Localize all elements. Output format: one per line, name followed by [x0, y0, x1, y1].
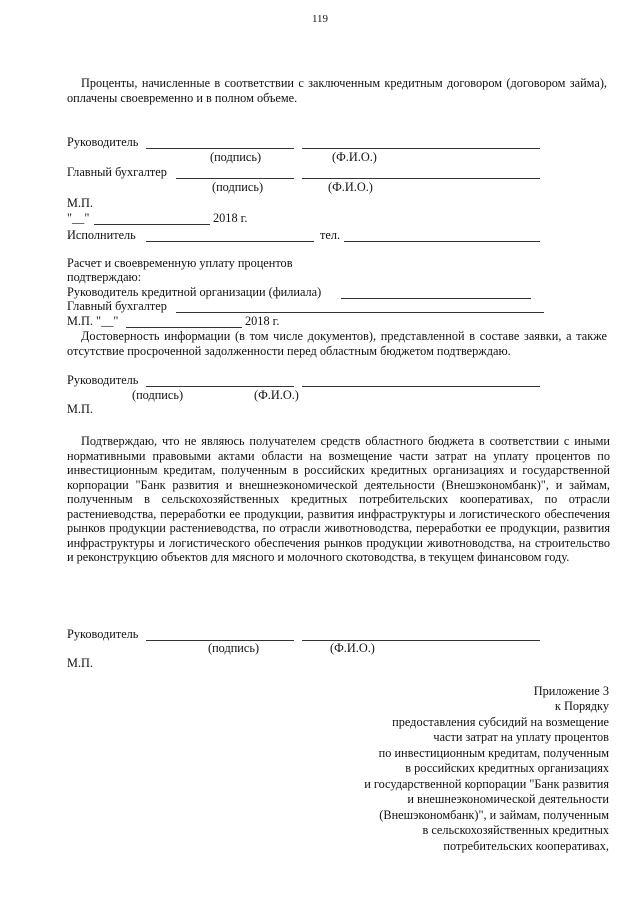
date-year: 2018 г.: [213, 211, 248, 225]
seal-label-1: М.П.: [67, 196, 93, 210]
appendix-line: предоставления субсидий на возмещение: [392, 715, 609, 729]
chief-accountant-line-2: [176, 312, 544, 313]
phone-label: тел.: [320, 228, 341, 242]
date-line: [94, 224, 210, 225]
bank-head-line: [341, 298, 531, 299]
phone-line: [344, 241, 540, 242]
head-fio-line-2: [302, 386, 540, 387]
appendix-line: к Порядку: [554, 699, 609, 713]
appendix-line: и государственной корпорации "Банк развития: [364, 777, 609, 791]
calc-confirm-line-1: Расчет и своевременную уплату процентов: [67, 256, 293, 270]
head-signature-line-2: [146, 386, 294, 387]
appendix-line: в российских кредитных организациях: [405, 761, 609, 775]
fio-caption-4: (Ф.И.О.): [330, 641, 375, 655]
fio-caption-3: (Ф.И.О.): [254, 388, 299, 402]
signature-caption-1: (подпись): [210, 150, 262, 164]
signature-caption-3: (подпись): [132, 388, 184, 402]
date-prefix: "__": [67, 211, 90, 225]
seal-date-year: 2018 г.: [245, 314, 280, 328]
fio-caption-2: (Ф.И.О.): [328, 180, 373, 194]
seal-label-2: М.П.: [67, 402, 93, 416]
chief-signature-line-1: [176, 178, 294, 179]
page-number: 119: [311, 13, 329, 25]
chief-accountant-label-1: Главный бухгалтер: [67, 165, 167, 179]
appendix-line: в сельскохозяйственных кредитных: [422, 823, 609, 837]
head-signature-line-1: [146, 148, 294, 149]
intro-paragraph: Проценты, начисленные в соответствии с заключенным кредитным договором (договором займа), оплачены своевременно и в полном объеме.: [67, 76, 607, 105]
seal-date-label: М.П. "__": [67, 314, 119, 328]
bank-head-label: Руководитель кредитной организации (филиала): [67, 285, 322, 299]
appendix-line: (Внешэкономбанк)", и займам, полученным: [379, 808, 609, 822]
head-label-2: Руководитель: [67, 373, 139, 387]
signature-caption-2: (подпись): [212, 180, 264, 194]
signature-caption-4: (подпись): [208, 641, 260, 655]
executor-label: Исполнитель: [67, 228, 136, 242]
seal-date-line: [126, 327, 242, 328]
chief-fio-line-1: [302, 178, 540, 179]
appendix-line: по инвестиционным кредитам, полученным: [378, 746, 609, 760]
appendix-line: потребительских кооперативах,: [443, 839, 609, 853]
appendix-line: Приложение 3: [533, 684, 609, 698]
head-label-1: Руководитель: [67, 135, 139, 149]
confirm-paragraph: Подтверждаю, что не являюсь получателем средств областного бюджета в соответствии с иными нормативными правовыми актами области на возмещение части затрат на уплату процентов по инвестиционным кредитам, полученным в российских кредитных организациях и государственной корпорации "Банк развития и внешнеэкономической деятельности (Внешэкономбанк)", и займам, полученным в сельскохозяйственных кредитных потребительских кооперативах, по отрасли растениеводства, переработки ее продукции, развития инфраструктуры и логистического обеспечения рынков продукции растениеводства, по отрасли животноводства, переработки ее продукции, развития инфраструктуры и логистического обеспечения рынков продукции животноводства, на строительство и реконструкцию объектов для мясного и молочного скотоводства, в текущем финансовом году.: [67, 434, 610, 564]
head-fio-line-1: [302, 148, 540, 149]
calc-confirm-line-2: подтверждаю:: [67, 270, 142, 284]
head-label-3: Руководитель: [67, 627, 139, 641]
fio-caption-1: (Ф.И.О.): [332, 150, 377, 164]
chief-accountant-label-2: Главный бухгалтер: [67, 299, 167, 313]
seal-label-3: М.П.: [67, 656, 93, 670]
executor-line: [146, 241, 314, 242]
reliability-paragraph: Достоверность информации (в том числе документов), представленной в составе заявки, а также отсутствие просроченной задолженности перед областным бюджетом подтверждаю.: [67, 329, 607, 358]
appendix-line: и внешнеэкономической деятельности: [407, 792, 609, 806]
appendix-line: части затрат на уплату процентов: [433, 730, 609, 744]
